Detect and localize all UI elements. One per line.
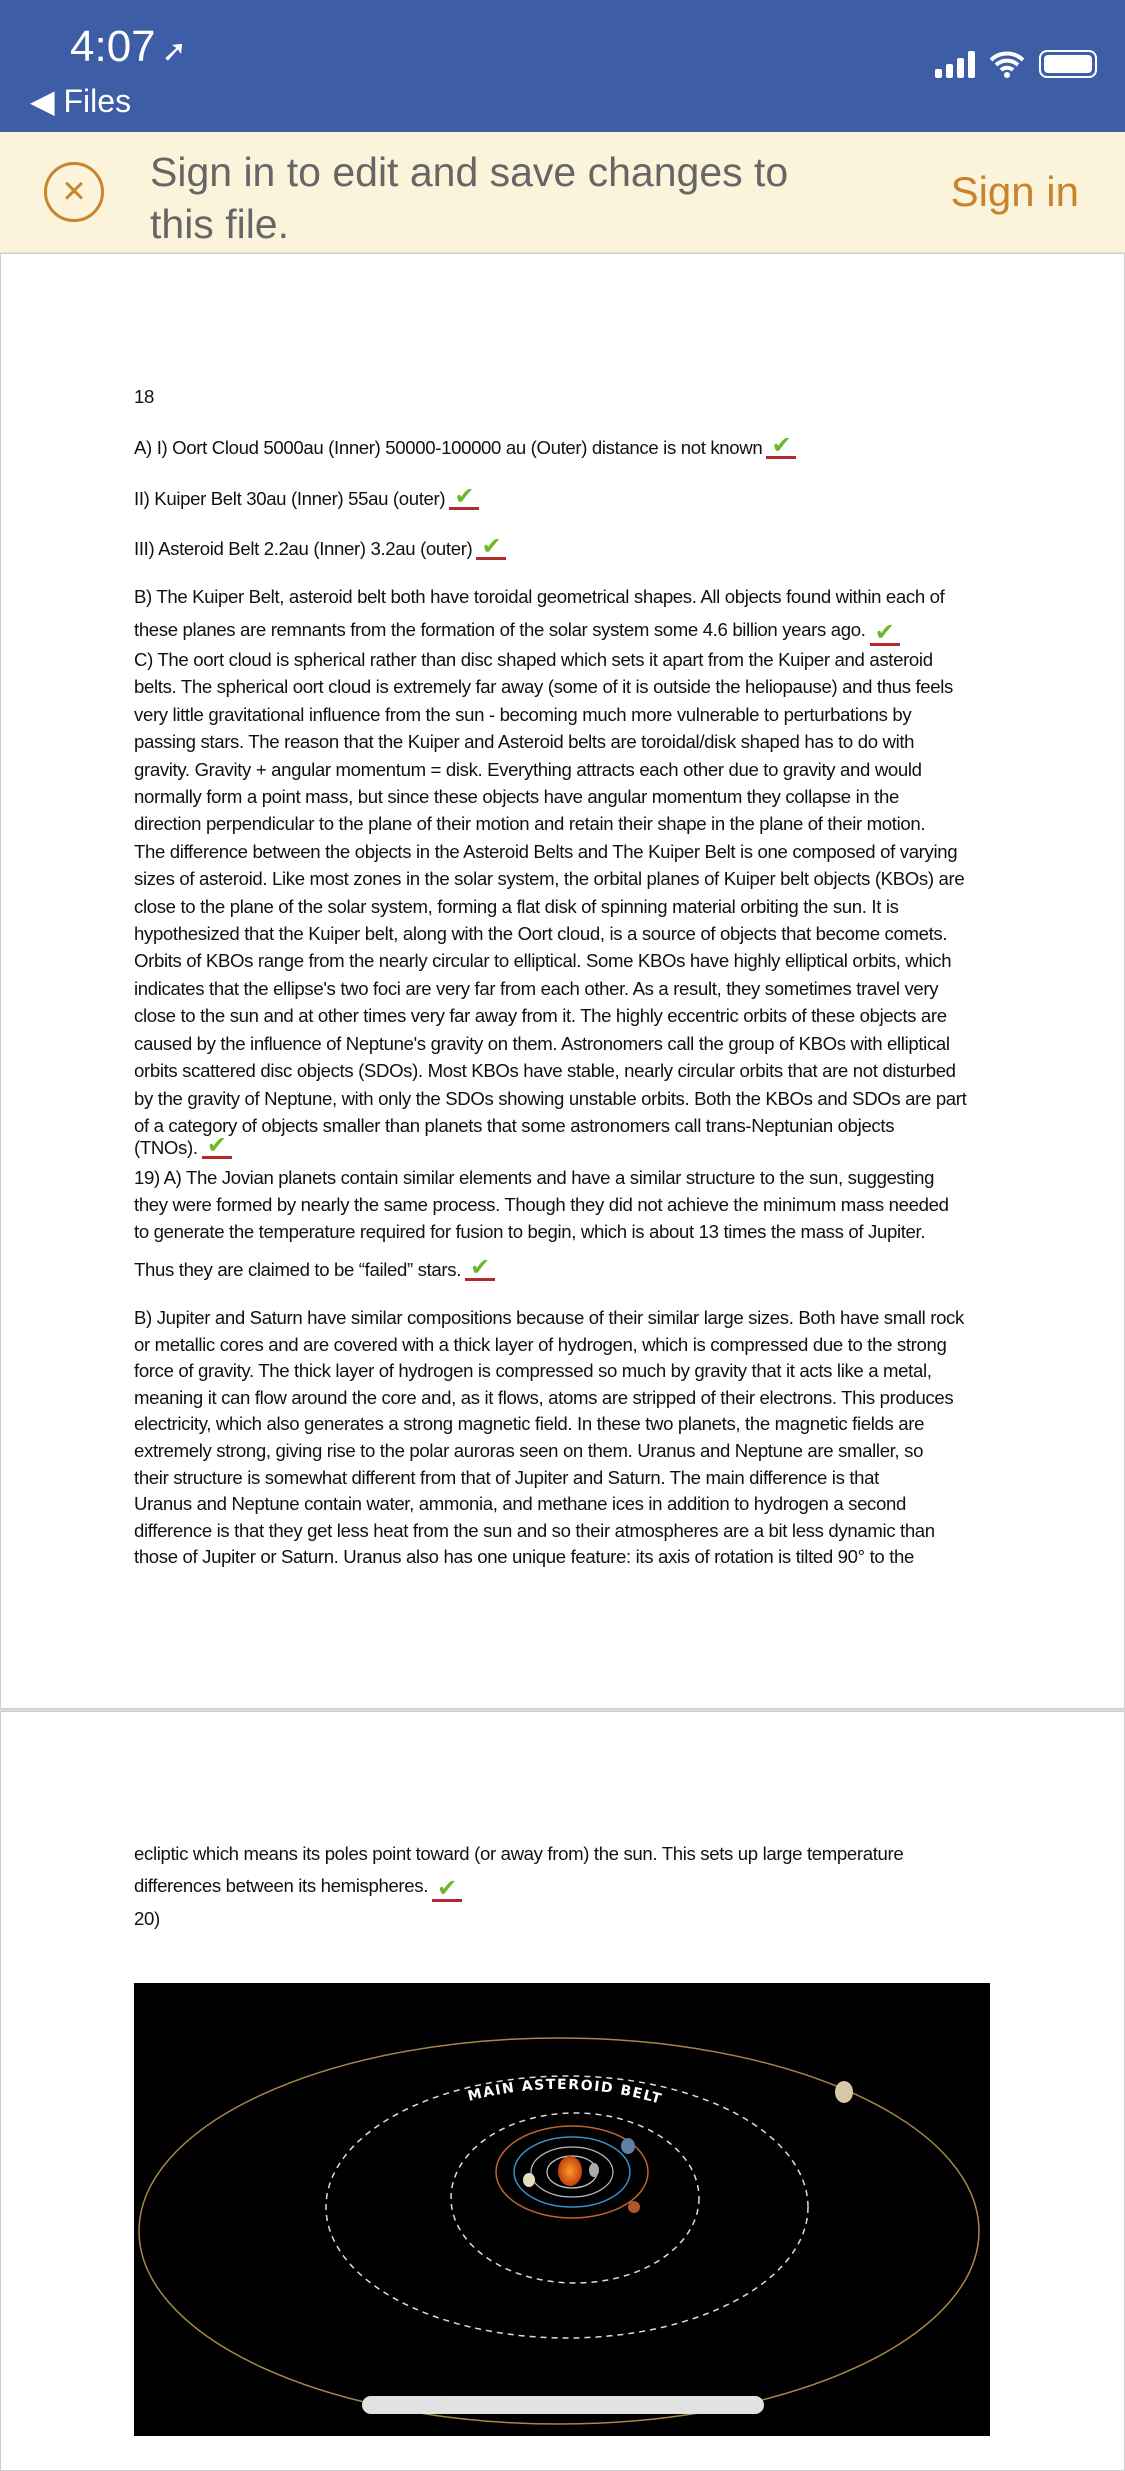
paragraph-19b-continued: ecliptic which means its poles point toward (or away from) the sun. This sets up large temperature differences between its hemispheres. ✔ <box>134 1843 904 1902</box>
battery-icon <box>1039 50 1097 78</box>
text-line: Uranus and Neptune contain water, ammonia, and methane ices in addition to hydrogen a second <box>134 1493 906 1515</box>
clock: 4:07 ➚ <box>70 22 187 71</box>
status-bar <box>0 0 1125 132</box>
text-line: gravity. Gravity + angular momentum = disk. Everything attracts each other due to gravity and would <box>134 758 922 780</box>
text-line: meaning it can flow around the core and, as it flows, atoms are stripped of their electrons. This produces <box>134 1386 954 1408</box>
text-line: they were formed by nearly the same process. Though they did not achieve the minimum mass needed <box>134 1194 949 1215</box>
paragraph-19b <box>134 1305 964 1571</box>
text-line: normally form a point mass, but since these objects have angular momentum they collapse in the <box>134 786 899 808</box>
text-line: belts. The spherical oort cloud is extremely far away (some of it is outside the heliopause) and thus feels <box>134 676 953 698</box>
asteroid-belt-figure <box>134 1983 990 2436</box>
text-line: of a category of objects smaller than planets that some astronomers call trans-Neptunian objects <box>134 1114 895 1136</box>
question-number: 18 <box>134 386 154 407</box>
text-line: close to the plane of the solar system, forming a flat disk of spinning material orbiting the sun. It is <box>134 895 899 917</box>
sign-in-banner <box>0 132 1125 253</box>
banner-message: Sign in to edit and save changes to this file. <box>150 149 789 247</box>
checkmark-icon: ✔ <box>202 1136 232 1159</box>
text-line: those of Jupiter or Saturn. Uranus also has one unique feature: its axis of rotation is tilted 90° to the <box>134 1546 914 1568</box>
paragraph-c-end: (TNOs). ✔ <box>134 1136 232 1159</box>
text-line: to generate the temperature required for fusion to begin, which is about 13 times the mass of Jupiter. <box>134 1221 926 1242</box>
text-line: passing stars. The reason that the Kuiper and Asteroid belts are toroidal/disk shaped has to do with <box>134 731 915 753</box>
text-line: very little gravitational influence from the sun - becoming much more vulnerable to perturbations by <box>134 703 912 725</box>
home-indicator[interactable] <box>362 2396 764 2414</box>
paragraph-19a <box>134 1164 949 1245</box>
text-line: close to the sun and at other times very far away from it. The highly eccentric orbits of these objects are <box>134 1005 947 1027</box>
text-line: electricity, which also generates a strong magnetic field. In these two planets, the magnetic fields are <box>134 1413 925 1435</box>
back-to-files-button[interactable]: ◀ Files <box>30 83 132 119</box>
text-line: orbits scattered disc objects (SDOs). Most KBOs have stable, nearly circular orbits that are not disturbed <box>134 1060 956 1082</box>
checkmark-icon: ✔ <box>449 487 479 510</box>
text-line: their structure is somewhat different from that of Jupiter and Saturn. The main difference is that <box>134 1466 879 1488</box>
paragraph-c <box>134 646 966 1139</box>
answer-line: II) Kuiper Belt 30au (Inner) 55au (outer) ✔ <box>134 487 479 510</box>
answer-line: A) I) Oort Cloud 5000au (Inner) 50000-100000 au (Outer) distance is not known ✔ <box>134 436 796 459</box>
text-line: by the gravity of Neptune, with only the SDOs showing unstable orbits. Both the KBOs and SDOs are part <box>134 1087 967 1109</box>
text-line: direction perpendicular to the plane of their motion and retain their shape in the plane of their motion. <box>134 813 926 835</box>
checkmark-icon: ✔ <box>766 436 796 459</box>
text-line: caused by the influence of Neptune's gravity on them. Astronomers call the group of KBOs with elliptical <box>134 1032 950 1054</box>
text-line: C) The oort cloud is spherical rather than disc shaped which sets it apart from the Kuiper and asteroid <box>134 649 933 670</box>
text-line: extremely strong, giving rise to the polar auroras seen on them. Uranus and Neptune are smaller, so <box>134 1439 924 1461</box>
text-line: indicates that the ellipse's two foci are very far from each other. As a result, they sometimes travel very <box>134 977 939 999</box>
text-line: sizes of asteroid. Like most zones in the solar system, the orbital planes of Kuiper belt objects (KBOs) are <box>134 868 965 890</box>
text-line: difference is that they get less heat from the sun and so their atmospheres are a bit less dynamic than <box>134 1519 935 1541</box>
jupiter-icon <box>835 2081 853 2103</box>
paragraph-19a-end: Thus they are claimed to be “failed” stars. ✔ <box>134 1258 495 1281</box>
text-line: The difference between the objects in the Asteroid Belts and The Kuiper Belt is one composed of varying <box>134 840 958 862</box>
text-line: 19) A) The Jovian planets contain similar elements and have a similar structure to the sun, suggesting <box>134 1167 935 1188</box>
checkmark-icon: ✔ <box>432 1879 462 1902</box>
signal-icon <box>935 51 975 78</box>
back-label: Files <box>63 83 132 119</box>
checkmark-icon: ✔ <box>476 537 506 560</box>
paragraph-b: B) The Kuiper Belt, asteroid belt both have toroidal geometrical shapes. All objects found within each of these planes are remnants from the formation of the solar system some 4.6 billion years ago. ✔ <box>134 586 945 646</box>
text-line: Orbits of KBOs range from the nearly circular to elliptical. Some KBOs have highly elliptical orbits, which <box>134 950 952 972</box>
close-banner-icon[interactable]: × <box>44 162 104 222</box>
location-arrow-icon: ➚ <box>161 35 187 68</box>
question-number: 20) <box>134 1908 160 1929</box>
wifi-icon <box>989 50 1025 78</box>
text-line: B) Jupiter and Saturn have similar compositions because of their similar large sizes. Both have small rock <box>134 1307 964 1328</box>
checkmark-icon: ✔ <box>465 1258 495 1281</box>
sign-in-button[interactable]: Sign in <box>950 168 1079 215</box>
text-line: or metallic cores and are covered with a thick layer of hydrogen, which is compressed due to the strong <box>134 1333 947 1355</box>
answer-line: III) Asteroid Belt 2.2au (Inner) 3.2au (outer) ✔ <box>134 537 506 560</box>
figure-label: MAIN ASTEROID BELT <box>466 2076 665 2108</box>
checkmark-icon: ✔ <box>870 623 900 646</box>
sun-icon <box>558 2156 582 2186</box>
text-line: hypothesized that the Kuiper belt, along with the Oort cloud, is a source of objects that become comets. <box>134 923 948 945</box>
text-line: force of gravity. The thick layer of hydrogen is compressed so much by gravity that it acts like a metal, <box>134 1360 932 1382</box>
